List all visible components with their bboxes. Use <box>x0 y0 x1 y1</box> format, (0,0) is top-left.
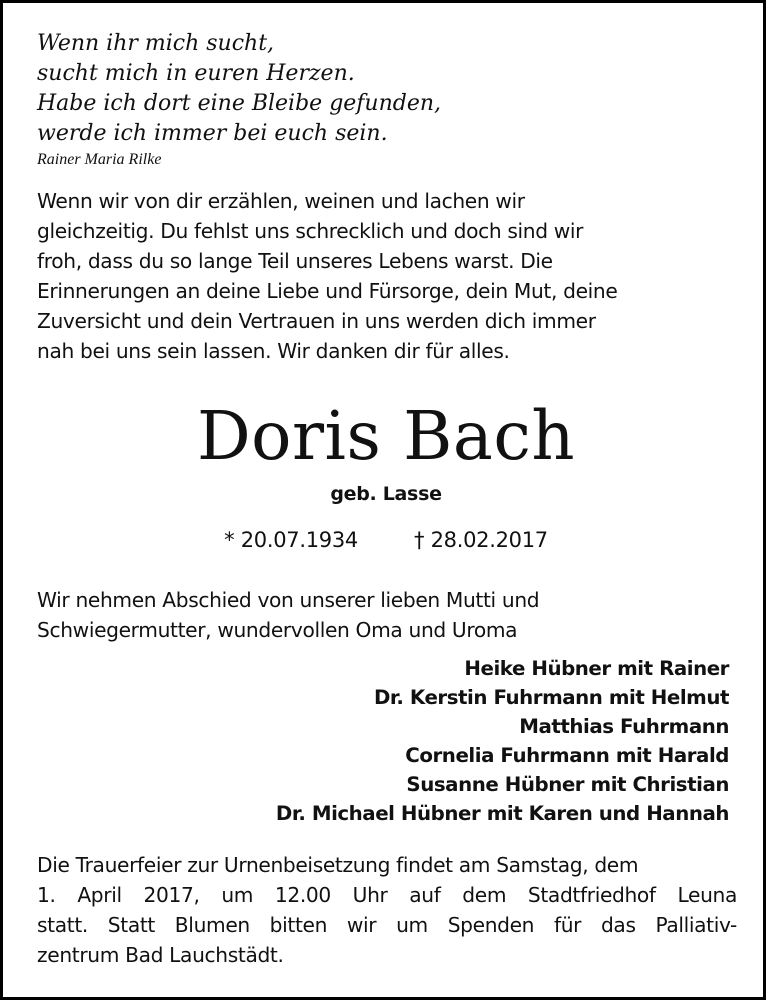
service-paragraph <box>37 850 737 970</box>
family-member: Cornelia Fuhrmann mit Harald <box>405 744 729 767</box>
family-member: Dr. Kerstin Fuhrmann mit Helmut <box>373 686 729 709</box>
family-member: Matthias Fuhrmann <box>519 715 729 738</box>
poem-author: Rainer Maria Rilke <box>37 151 162 168</box>
family-signatures <box>276 654 729 828</box>
poem-quote <box>37 29 737 171</box>
poem-line: sucht mich in euren Herzen. <box>37 61 355 86</box>
family-member: Susanne Hübner mit Christian <box>406 773 729 796</box>
intro-line: froh, dass du so lange Teil unseres Lebens warst. Die <box>37 249 553 273</box>
birth-date: * 20.07.1934 <box>224 528 358 552</box>
death-date: † 28.02.2017 <box>414 528 548 552</box>
poem-line: Wenn ihr mich sucht, <box>37 31 275 56</box>
life-dates <box>3 525 766 555</box>
service-line: Die Trauerfeier zur Urnenbeisetzung findet am Samstag, dem <box>37 853 639 877</box>
farewell-paragraph <box>37 585 737 645</box>
intro-line: nah bei uns sein lassen. Wir danken dir für alles. <box>37 339 510 363</box>
maiden-name: geb. Lasse <box>330 483 442 505</box>
intro-paragraph <box>37 186 737 366</box>
poem-line: Habe ich dort eine Bleibe gefunden, <box>37 91 442 116</box>
service-line: zentrum Bad Lauchstädt. <box>37 943 284 967</box>
deceased-name: Doris Bach <box>196 397 576 475</box>
farewell-line: Schwiegermutter, wundervollen Oma und Uroma <box>37 618 518 642</box>
family-member: Dr. Michael Hübner mit Karen und Hannah <box>275 802 729 825</box>
service-line: 1. April 2017, um 12.00 Uhr auf dem Stadtfriedhof Leuna <box>37 883 737 907</box>
intro-line: Zuversicht und dein Vertrauen in uns werden dich immer <box>37 309 596 333</box>
intro-line: Erinnerungen an deine Liebe und Fürsorge, dein Mut, deine <box>37 279 618 303</box>
intro-line: Wenn wir von dir erzählen, weinen und lachen wir <box>37 189 525 213</box>
family-member: Heike Hübner mit Rainer <box>464 657 729 680</box>
service-line: statt. Statt Blumen bitten wir um Spenden für das Palliativ- <box>37 913 737 937</box>
farewell-line: Wir nehmen Abschied von unserer lieben Mutti und <box>37 588 540 612</box>
intro-line: gleichzeitig. Du fehlst uns schrecklich und doch sind wir <box>37 219 584 243</box>
poem-line: werde ich immer bei euch sein. <box>37 121 388 146</box>
